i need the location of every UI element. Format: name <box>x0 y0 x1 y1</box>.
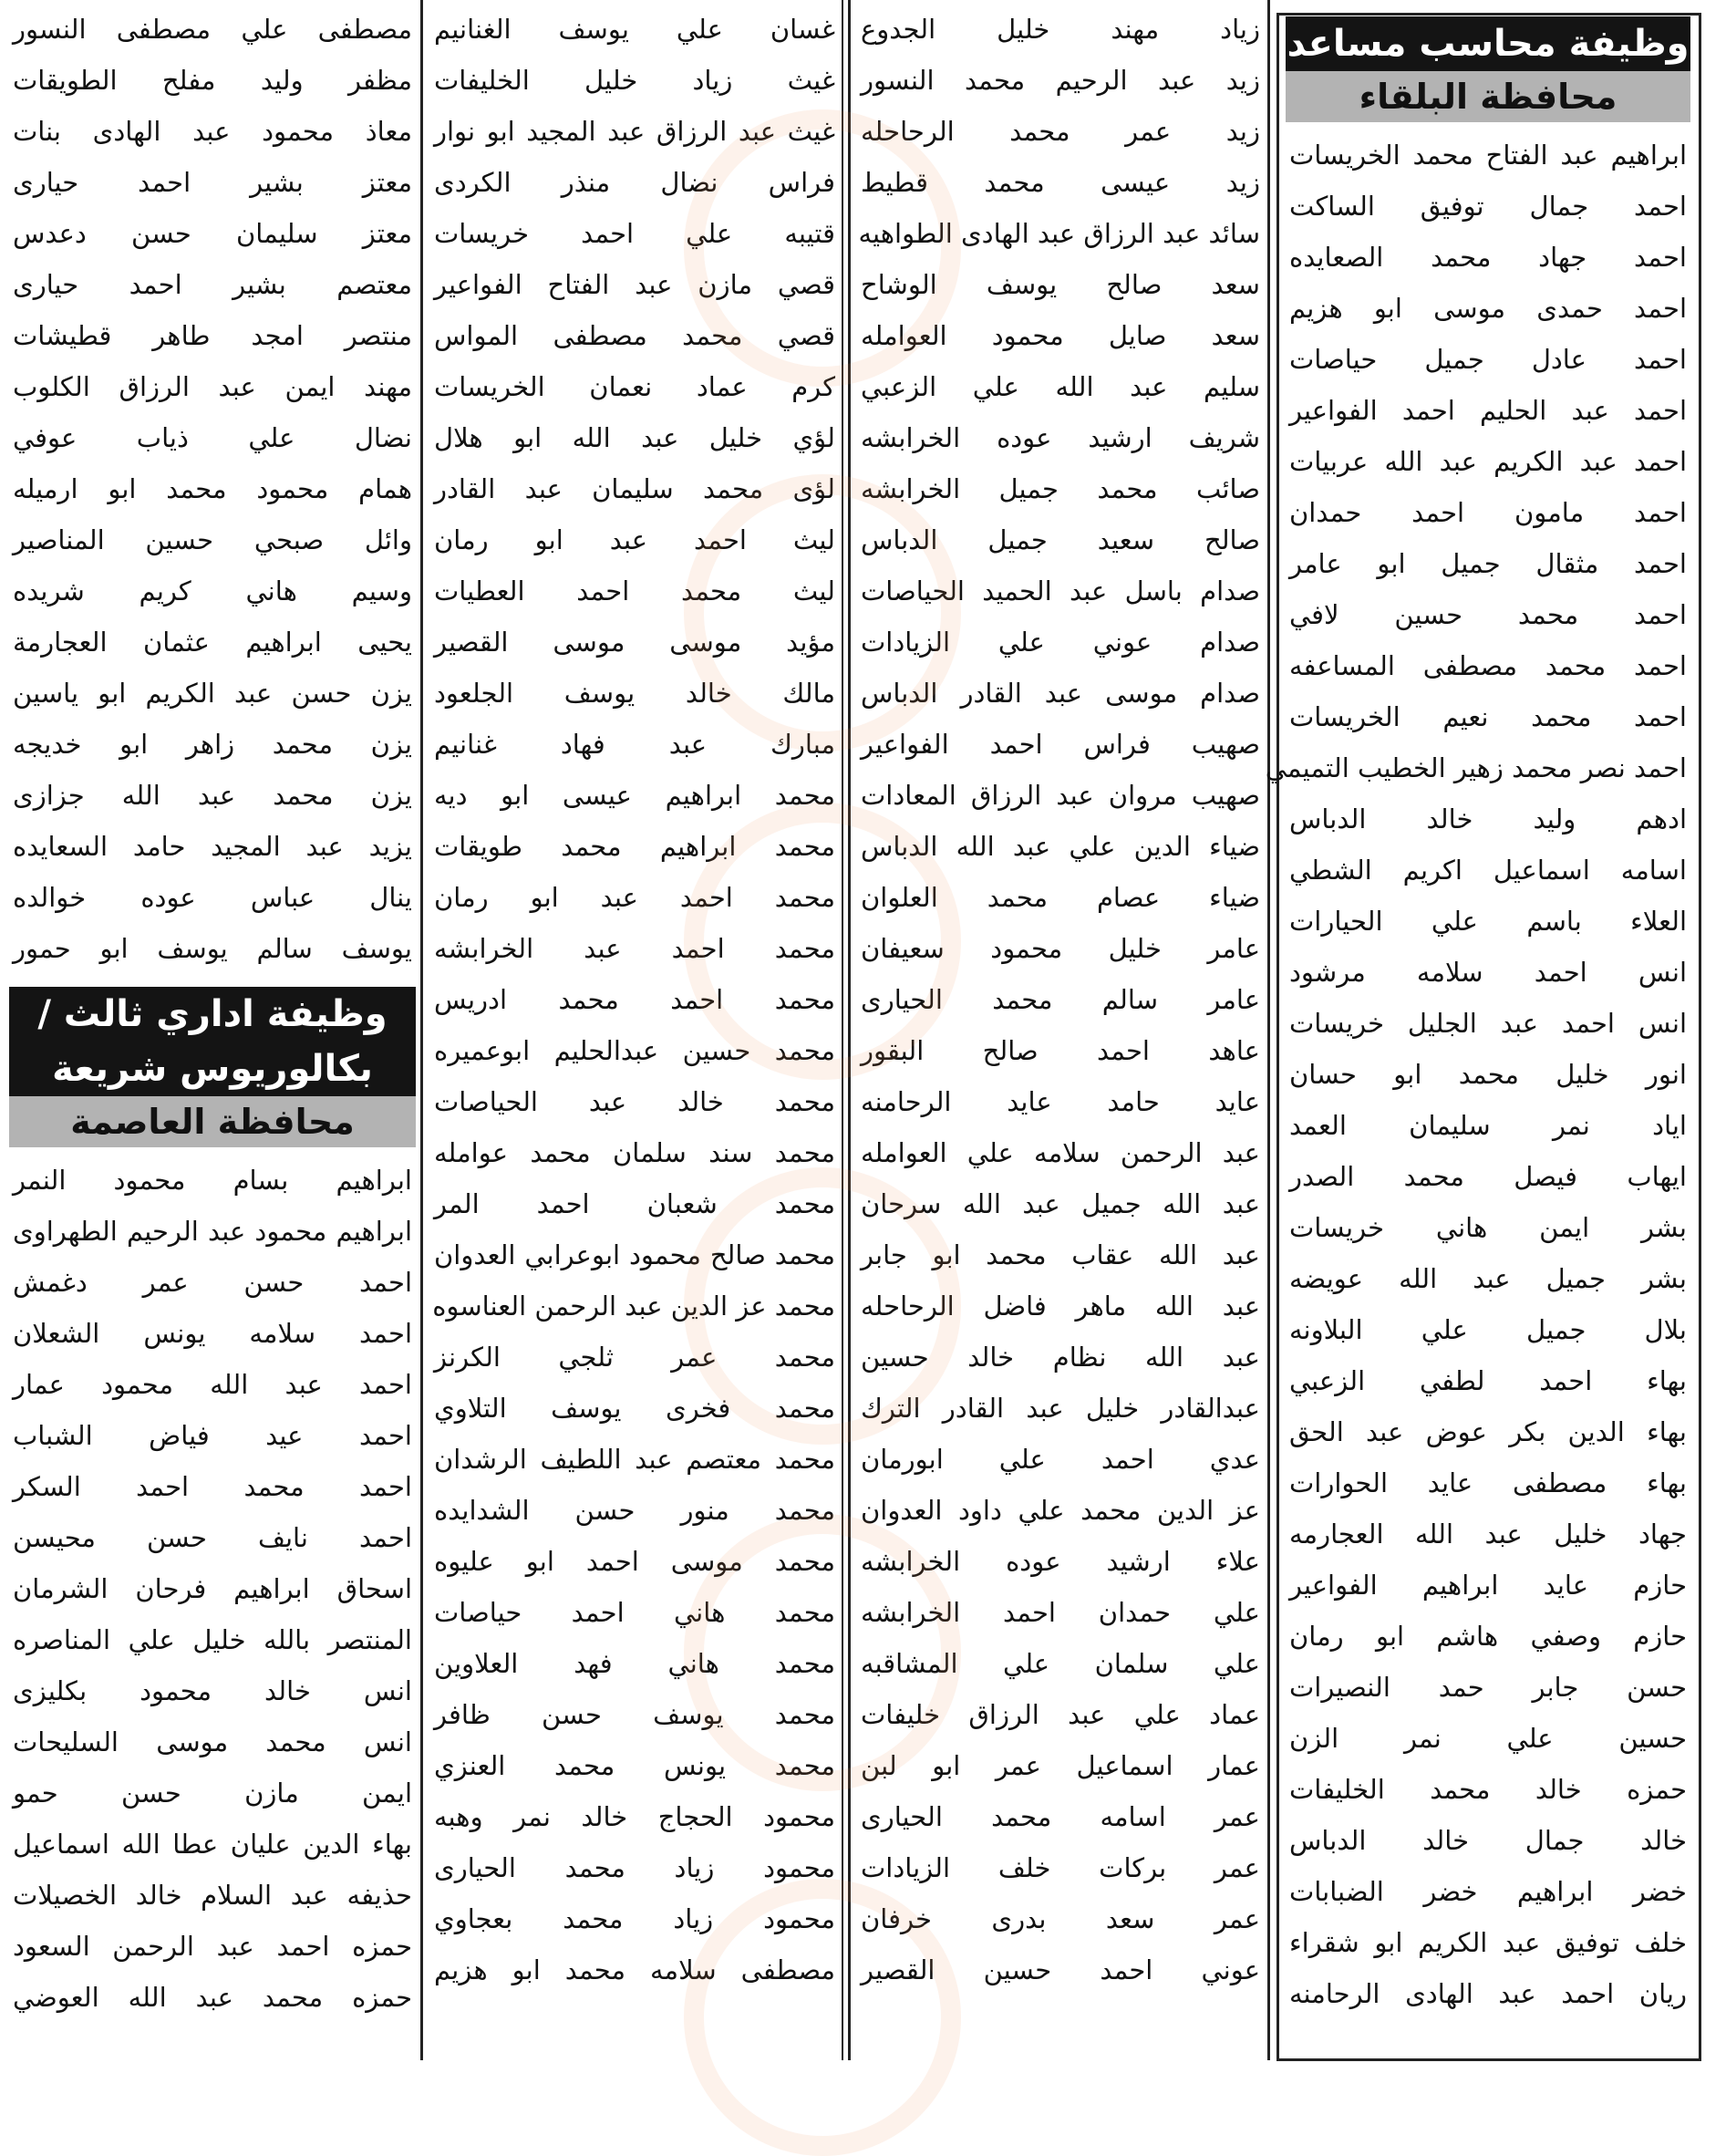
candidate-name: محمد معتصم عبد اللطيف الرشدان <box>434 1444 835 1475</box>
candidate-name: عمر بركات خلف الزيادات <box>861 1852 1260 1883</box>
candidate-name: عمر اسامه محمد الحيارى <box>861 1801 1260 1832</box>
governorate-heading: محافظة العاصمة <box>9 1096 416 1147</box>
candidate-name: صهيب مروان عبد الرزاق المعادات <box>861 780 1260 811</box>
candidate-name: قصي مازن عبد الفتاح الفواعير <box>434 269 835 300</box>
candidate-name: لؤى محمد سليمان عبد القادر <box>434 473 835 504</box>
candidate-name: زيد عمر محمد الرحاحله <box>861 116 1260 147</box>
candidate-name: بشر ايمن هاني خريسات <box>1289 1212 1687 1243</box>
candidate-name: حازم وصفي هاشم ابو رمان <box>1289 1621 1687 1652</box>
candidate-name: بهاء مصطفى عايد الحوارات <box>1289 1467 1687 1498</box>
candidate-name: كرم عماد نعمان الخريسات <box>434 371 835 402</box>
candidate-name: منتصر امجد طاهر قطيشات <box>13 320 412 351</box>
candidate-name: معتصم بشير احمد حيارى <box>13 269 412 300</box>
candidate-name: مهند ايمن عبد الرزاق الكلوب <box>13 371 412 402</box>
candidate-name: صدام باسل عبد الحميد الحياصات <box>861 575 1260 606</box>
candidate-name: يحيى ابراهيم عثمان العجارمة <box>13 627 412 658</box>
candidate-name: احمد مثقال جميل ابو عامر <box>1289 548 1687 579</box>
candidate-name: حمزه احمد عبد الرحمن السعود <box>13 1931 412 1962</box>
candidate-name: محمد ابراهيم عيسى ابو ديه <box>434 780 835 811</box>
candidate-name: ايمن مازن حسن حمو <box>13 1778 412 1809</box>
job-title-heading: وظيفة اداري ثالث / <box>9 987 416 1042</box>
candidate-name: محمد يونس محمد العنزي <box>434 1750 835 1781</box>
column-2 <box>857 4 1264 1995</box>
candidate-name: احمد حمدى موسى ابو هزيم <box>1289 293 1687 324</box>
candidate-name: يزيد عبد المجيد حامد السعايده <box>13 831 412 862</box>
candidate-name: حمزه خالد محمد الخليفات <box>1289 1774 1687 1805</box>
candidate-name: محمد عز الدين عبد الرحمن العناسوه <box>432 1290 835 1322</box>
candidate-name: محمد عمر ثلجي الكرنز <box>434 1342 835 1373</box>
candidate-name: غيث عبد الرزاق عبد المجيد ابو نوار <box>434 116 835 147</box>
candidate-name: محمد يوسف حسن ظافر <box>434 1699 835 1730</box>
candidate-name: محمود زياد محمد الحيارى <box>434 1852 835 1883</box>
candidate-name: ليث محمد احمد العطيات <box>434 575 835 606</box>
candidate-name: بلال جميل علي البلاونه <box>1289 1314 1687 1345</box>
candidate-name: احمد حسن عمر دغمش <box>13 1267 412 1298</box>
candidate-name: عز الدين محمد علي داود العدوان <box>861 1495 1260 1526</box>
candidate-name: احمد عبد الله محمود عمار <box>13 1369 412 1400</box>
job-title-heading: بكالوريوس شريعة <box>9 1042 416 1096</box>
candidate-name: احمد مامون احمد حمدان <box>1289 497 1687 528</box>
candidate-name: غسان علي يوسف الغنانيم <box>434 14 835 45</box>
column-3 <box>430 4 839 1995</box>
job-title-heading: وظيفة محاسب مساعد <box>1286 16 1690 71</box>
candidate-name: محمد احمد عبد ابو رمان <box>434 882 835 913</box>
candidate-name: عماد علي عبد الرزاق خليفات <box>861 1699 1260 1730</box>
candidate-name: سعد صايل محمود العوامله <box>861 320 1260 351</box>
candidate-name: يزن محمد زاهر ابو خديجه <box>13 729 412 760</box>
candidate-name: محمد فخرى يوسف التلاوي <box>434 1393 835 1424</box>
candidate-name: فراس نضال منذر الكردى <box>434 167 835 198</box>
candidate-name: معاذ محمود عبد الهادى بنات <box>13 116 412 147</box>
candidate-name: احمد عيد فياض الشباب <box>13 1420 412 1451</box>
candidate-name: سعد صالح يوسف الوشاح <box>861 269 1260 300</box>
candidate-name: انس احمد سلامه مرشود <box>1289 957 1687 988</box>
candidate-name: اسحاق ابراهيم فرحان الشرمان <box>13 1573 412 1604</box>
candidate-name: ايهاب فيصل محمد الصدر <box>1289 1161 1687 1192</box>
candidate-name: عمار اسماعيل عمر ابو لبن <box>861 1750 1260 1781</box>
candidate-name: عوني احمد حسين القصير <box>861 1954 1260 1985</box>
candidate-name: علاء ارشيد عوده الخرابشه <box>861 1546 1260 1577</box>
candidate-name: سليم عبد الله علي الزعبي <box>861 371 1260 402</box>
candidate-name: خلف توفيق عبد الكريم ابو شقراء <box>1289 1927 1687 1958</box>
candidate-name: محمد هاني فهد العلاوين <box>434 1648 835 1679</box>
section-header <box>1286 16 1690 122</box>
candidate-name: احمد نصر محمد زهير الخطيب التميمي <box>1265 752 1687 783</box>
candidate-name: احمد سلامه يونس الشعلان <box>13 1318 412 1349</box>
candidate-name: عامر خليل محمود سعيفان <box>861 933 1260 964</box>
candidate-name: قتيبه علي احمد خريسات <box>434 218 835 249</box>
candidate-name: عبد الله جميل عبد الله سرحان <box>861 1188 1260 1219</box>
candidate-name: حذيفه عبد السلام خالد الخصيلات <box>13 1880 412 1911</box>
candidate-name: صهيب فراس احمد الفواعير <box>861 729 1260 760</box>
candidate-name: عبد الله نظام خالد حسين <box>861 1342 1260 1373</box>
candidate-name: محمد صالح محمود ابوعرابي العدوان <box>434 1239 835 1270</box>
candidate-name: عبد الرحمن سلامه علي العوامله <box>861 1137 1260 1168</box>
candidate-name: غيث زياد خليل الخليفات <box>434 65 835 96</box>
candidate-name: بشر جميل عبد الله عويضه <box>1289 1263 1687 1294</box>
candidate-name: محمد احمد عبد الخرابشه <box>434 933 835 964</box>
candidate-name: قصي محمد مصطفى المواس <box>434 320 835 351</box>
candidate-name: محمد منور حسن الشدايده <box>434 1495 835 1526</box>
candidate-name: ادهم وليد خالد الدباس <box>1289 803 1687 834</box>
candidate-name: عدي احمد علي ابورمان <box>861 1444 1260 1475</box>
candidate-name: عاهد احمد صالح البقور <box>861 1035 1260 1066</box>
candidate-name: محمود الحجاج خالد نمر وهبه <box>434 1801 835 1832</box>
column-4 <box>9 4 416 2023</box>
candidate-name: مصطفى سلامه محمد ابو هزيم <box>434 1954 835 1985</box>
candidate-name: محمد خالد عبد الحياصات <box>434 1086 835 1117</box>
candidate-name: زياد مهند خليل الجدوع <box>861 14 1260 45</box>
candidate-name: احمد محمد نعيم الخريسات <box>1289 701 1687 732</box>
candidate-name: معتز بشير احمد حيارى <box>13 167 412 198</box>
candidate-name: محمد موسى احمد ابو عليوه <box>434 1546 835 1577</box>
candidate-name: ابراهيم عبد الفتاح محمد الخريسات <box>1289 140 1687 171</box>
candidate-name: بهاء الدين بكر عوض عبد الحق <box>1289 1416 1687 1447</box>
candidate-name: علي سلمان علي المشاقبه <box>861 1648 1260 1679</box>
candidate-name: نضال علي ذياب عوفي <box>13 422 412 453</box>
candidate-name: يزن حسن عبد الكريم ابو ياسين <box>13 678 412 709</box>
candidate-name: حسين علي نمر الزن <box>1289 1723 1687 1754</box>
candidate-name: ضياء عصام محمد العلوان <box>861 882 1260 913</box>
governorate-heading: محافظة البلقاء <box>1286 71 1690 122</box>
candidate-name: سائد عبد الرزاق عبد الهادى الطواهيه <box>858 218 1260 249</box>
candidate-name: انس خالد محمود بكليزى <box>13 1675 412 1706</box>
candidate-name: العلاء باسم علي الحيارات <box>1289 906 1687 937</box>
candidate-name: احمد عبد الكريم عبد الله عربيات <box>1289 446 1687 477</box>
candidate-name: خضر ابراهيم خضر الضبابات <box>1289 1876 1687 1907</box>
candidate-name: ينال عباس عوده خوالده <box>13 882 412 913</box>
candidate-name: محمد حسين عبدالحليم ابوعميره <box>434 1035 835 1066</box>
candidate-name: ليث احمد عبد ابو رمان <box>434 524 835 555</box>
candidate-name: عبدالقادر خليل عبد القادر الترك <box>861 1393 1260 1424</box>
candidate-name: صدام عوني علي الزيادات <box>861 627 1260 658</box>
candidate-name: عمر سعد بدرى خرفان <box>861 1903 1260 1934</box>
candidate-name: انس احمد عبد الجليل خريسات <box>1289 1008 1687 1039</box>
candidate-name: مؤيد موسى موسى القصير <box>434 627 835 658</box>
column-divider <box>1267 0 1270 2060</box>
candidate-name: احمد عبد الحليم احمد الفواعير <box>1289 395 1687 426</box>
candidate-name: عامر سالم محمد الحيارى <box>861 984 1260 1015</box>
candidate-name: انور خليل محمد ابو حسان <box>1289 1059 1687 1090</box>
candidate-name: بهاء احمد لطفي الزعبي <box>1289 1365 1687 1396</box>
candidate-name: ريان احمد عبد الهادى الرحامنه <box>1289 1978 1687 2009</box>
candidate-name: احمد محمد حسين لافي <box>1289 599 1687 630</box>
candidate-name: عايد حامد عايد الرحامنه <box>861 1086 1260 1117</box>
candidate-name: محمد هاني احمد حياصات <box>434 1597 835 1628</box>
candidate-name: صائب محمد جميل الخرابشه <box>861 473 1260 504</box>
candidate-name: احمد نايف حسن محيسن <box>13 1522 412 1553</box>
column-divider <box>842 0 843 2060</box>
candidate-name: خالد جمال خالد الدباس <box>1289 1825 1687 1856</box>
candidate-name: محمد شعبان احمد المر <box>434 1188 835 1219</box>
candidate-name: اسامه اسماعيل اكريم الشطي <box>1289 855 1687 886</box>
candidate-name: ضياء الدين علي عبد الله الدباس <box>861 831 1260 862</box>
candidate-name: صالح سعيد جميل الدباس <box>861 524 1260 555</box>
candidate-name: مظفر وليد مفلح الطويقات <box>13 65 412 96</box>
candidate-name: ابراهيم بسام محمود النمر <box>13 1165 412 1196</box>
candidate-name: زيد عيسى محمد قطيط <box>861 167 1260 198</box>
candidate-name: المنتصر بالله خليل علي المناصره <box>13 1624 412 1655</box>
candidate-name: مصطفى علي مصطفى النسور <box>13 14 412 45</box>
candidate-name: احمد محمد مصطفى المساعفه <box>1289 650 1687 681</box>
candidate-name: ابراهيم محمود عبد الرحيم الطهراوى <box>13 1216 412 1247</box>
candidate-name: زيد عبد الرحيم محمد النسور <box>861 65 1260 96</box>
candidate-name: مالك خالد يوسف الجلعود <box>434 678 835 709</box>
candidate-name: شريف ارشيد عوده الخرابشه <box>861 422 1260 453</box>
candidate-name: عبد الله ماهر فاضل الرحاحله <box>861 1290 1260 1322</box>
candidate-name: معتز سليمان حسن دعدس <box>13 218 412 249</box>
candidate-name: احمد عادل جميل حياصات <box>1289 344 1687 375</box>
candidate-name: صدام موسى عبد القادر الدباس <box>861 678 1260 709</box>
candidate-name: محمد ابراهيم محمد طويقات <box>434 831 835 862</box>
candidate-name: عبد الله عقاب محمد ابو جابر <box>861 1239 1260 1270</box>
candidate-name: احمد جمال توفيق الساكت <box>1289 191 1687 222</box>
candidate-name: علي حمدان احمد الخرابشه <box>861 1597 1260 1628</box>
column-1 <box>1265 16 1690 2019</box>
candidate-name: وائل صبحي حسين المناصير <box>13 524 412 555</box>
candidate-name: محمود زياد محمد بعجاوي <box>434 1903 835 1934</box>
candidate-name: احمد محمد احمد السكر <box>13 1471 412 1502</box>
candidate-name: حسن جابر حمد النصيرات <box>1289 1672 1687 1703</box>
column-divider <box>420 0 423 2060</box>
section-header <box>9 987 416 1147</box>
candidate-name: يوسف سالم يوسف ابو حمور <box>13 933 412 964</box>
candidate-name: يزن محمد عبد الله جزازى <box>13 780 412 811</box>
candidate-name: بهاء الدين عليان عطا الله اسماعيل <box>13 1829 412 1860</box>
candidate-name: مبارك عبد فهاد غنانيم <box>434 729 835 760</box>
candidate-name: محمد احمد محمد ادريس <box>434 984 835 1015</box>
candidate-name: حمزه محمد عبد الله العوضي <box>13 1982 412 2013</box>
candidate-name: لؤي خليل عبد الله ابو هلال <box>434 422 835 453</box>
candidate-name: حازم عايد ابراهيم الفواعير <box>1289 1570 1687 1601</box>
candidate-name: همام محمود محمد ابو ارميله <box>13 473 412 504</box>
candidate-name: محمد سند سلمان محمد عوامله <box>434 1137 835 1168</box>
candidate-name: اياد نمر سليمان العمد <box>1289 1110 1687 1141</box>
column-divider <box>848 0 851 2060</box>
candidate-name: جهاد خليل عبد الله العجارمه <box>1289 1519 1687 1550</box>
candidate-name: احمد جهاد محمد الصعايده <box>1289 242 1687 273</box>
candidate-name: وسيم هاني كريم شريده <box>13 575 412 606</box>
candidate-name: انس محمد موسى السليحات <box>13 1726 412 1757</box>
